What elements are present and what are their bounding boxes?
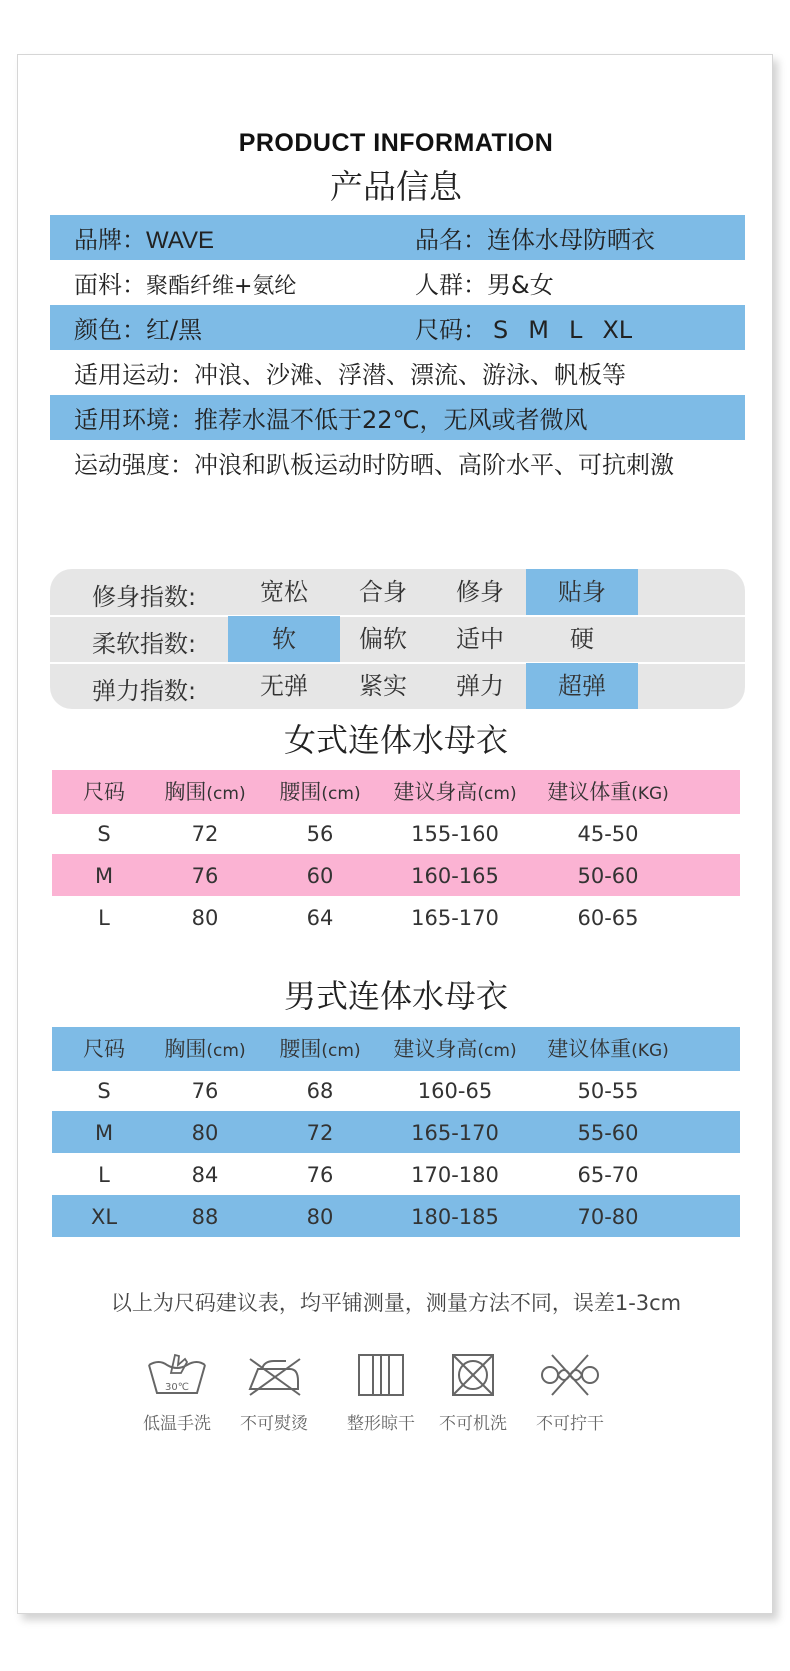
header-text: 胸围 [164,780,207,804]
care-label: 整形晾干 [347,1414,415,1434]
size-label: 尺码： [415,316,487,344]
group-label: 人群： [415,271,487,299]
brand-value: WAVE [146,227,215,254]
header-text: 建议体重 [547,780,632,804]
header-unit: (cm) [321,784,361,804]
title-chinese: 产品信息 [330,167,462,206]
header-text: 建议身高 [393,780,478,804]
fit-index-table [50,569,745,709]
table-header-cell [528,770,688,814]
table-cell: 60 [306,864,334,888]
care-label: 低温手洗 [143,1414,211,1434]
table-cell: L [98,1163,110,1187]
info-row-sports [50,350,745,395]
table-header-row [52,770,740,814]
index-label: 修身指数: [92,583,197,611]
header-text: 建议体重 [547,1037,632,1061]
table-cell: 76 [191,1079,219,1103]
size-value: XL [602,316,633,344]
group-value: 男&女 [487,271,554,299]
name-value: 连体水母防晒衣 [487,226,655,254]
info-row-color [50,305,745,350]
table-cell: 84 [191,1163,219,1187]
table-row [52,1111,740,1153]
info-row-intensity [50,440,745,485]
index-row [50,616,745,662]
table-cell: 88 [191,1205,219,1229]
index-label: 柔软指数: [92,630,197,658]
care-flat-dry [331,1351,431,1434]
table-cell: M [94,1121,114,1145]
table-header-cell [375,770,535,814]
index-row [50,569,745,615]
hand-wash-icon [145,1351,209,1399]
table-header-cell [375,1027,535,1071]
header-text: 尺码 [83,1037,125,1061]
table-cell: 80 [191,1121,219,1145]
index-option: 无弹 [260,672,308,700]
table-cell: 170-180 [411,1163,499,1187]
table-cell: S [97,822,111,846]
table-cell: M [94,864,114,888]
header-unit: (cm) [477,784,517,804]
care-label: 不可机洗 [439,1414,507,1434]
table-header-cell [54,770,154,814]
care-no-wring [520,1351,620,1434]
size-value: S [493,316,509,344]
table-cell: 70-80 [577,1205,639,1229]
header-unit: (cm) [206,784,246,804]
table-row [52,1153,740,1195]
table-cell: 50-60 [577,864,639,888]
index-option: 修身 [456,578,504,606]
info-row-environment [50,395,745,440]
no-iron-icon [242,1351,306,1399]
header-unit: (cm) [206,1041,246,1061]
brand-label: 品牌： [74,226,146,254]
no-wring-icon [538,1351,602,1399]
index-option-selected: 超弹 [526,663,638,709]
table-cell: 50-55 [577,1079,639,1103]
flat-dry-icon [349,1351,413,1399]
index-row [50,663,745,709]
size-value: M [528,316,549,344]
intensity-text: 运动强度：冲浪和趴板运动时防晒、高阶水平、可抗刺激 [74,451,674,479]
table-cell: L [98,906,110,930]
index-label: 弹力指数: [92,677,197,705]
header-unit: (cm) [477,1041,517,1061]
table-cell: 80 [191,906,219,930]
table-cell: 65-70 [577,1163,639,1187]
table-header-cell [145,770,265,814]
header-text: 尺码 [83,780,125,804]
index-option-selected: 软 [228,616,340,662]
table-row [52,1069,740,1111]
table-cell: 76 [191,864,219,888]
table-cell: 45-50 [577,822,639,846]
care-label: 不可熨烫 [240,1414,308,1434]
header-text: 胸围 [164,1037,207,1061]
header-text: 建议身高 [393,1037,478,1061]
women-table-title: 女式连体水母衣 [283,721,508,759]
table-cell: 80 [306,1205,334,1229]
index-option: 硬 [570,625,594,653]
table-cell: 60-65 [577,906,639,930]
color-value: 红/黑 [146,316,203,344]
fabric-label: 面料： [74,271,146,299]
table-cell: 56 [306,822,334,846]
table-cell: XL [90,1205,118,1229]
table-cell: 68 [306,1079,334,1103]
table-header-cell [260,1027,380,1071]
environment-text: 适用环境：推荐水温不低于22℃，无风或者微风 [74,406,588,434]
index-option: 宽松 [260,578,308,606]
header-text: 腰围 [279,1037,322,1061]
table-header-cell [54,1027,154,1071]
title-english: PRODUCT INFORMATION [238,129,554,157]
table-cell: 180-185 [411,1205,499,1229]
table-header-cell [260,770,380,814]
info-row-fabric [50,260,745,305]
men-table-title: 男式连体水母衣 [283,977,508,1015]
table-header-cell [145,1027,265,1071]
table-cell: 55-60 [577,1121,639,1145]
sports-text: 适用运动：冲浪、沙滩、浮潜、漂流、游泳、帆板等 [74,361,626,389]
no-machine-wash-icon [441,1351,505,1399]
table-cell: 155-160 [411,822,499,846]
header-unit: (KG) [631,784,669,804]
header-unit: (KG) [631,1041,669,1061]
fabric-value: 聚酯纤维+氨纶 [146,274,297,299]
table-header-cell [528,1027,688,1071]
product-info-card [17,54,773,1614]
table-cell: 72 [191,822,219,846]
table-cell: 165-170 [411,906,499,930]
table-cell: 160-65 [417,1079,493,1103]
table-row [52,1195,740,1237]
header-unit: (cm) [321,1041,361,1061]
color-label: 颜色： [74,316,146,344]
table-row [52,854,740,896]
table-cell: S [97,1079,111,1103]
table-cell: 72 [306,1121,334,1145]
index-option: 弹力 [456,672,504,700]
care-no-iron [224,1351,324,1434]
table-cell: 160-165 [411,864,499,888]
index-option: 紧实 [359,672,407,700]
header-text: 腰围 [279,780,322,804]
name-label: 品名： [415,226,487,254]
table-row [52,896,740,938]
table-cell: 64 [306,906,334,930]
care-no-machine-wash [423,1351,523,1434]
index-option-selected: 贴身 [526,569,638,615]
table-header-row [52,1027,740,1071]
size-note: 以上为尺码建议表，均平铺测量，测量方法不同，误差1-3cm [110,1291,682,1315]
care-hand-wash [127,1351,227,1434]
size-value: L [568,316,583,344]
care-label: 不可拧干 [536,1414,604,1434]
info-row-brand [50,215,745,260]
table-cell: 165-170 [411,1121,499,1145]
care-temp: 30℃ [165,1382,189,1393]
index-option: 适中 [456,625,504,653]
table-row [52,812,740,854]
index-option: 偏软 [359,625,407,653]
table-cell: 76 [306,1163,334,1187]
index-option: 合身 [359,578,407,606]
